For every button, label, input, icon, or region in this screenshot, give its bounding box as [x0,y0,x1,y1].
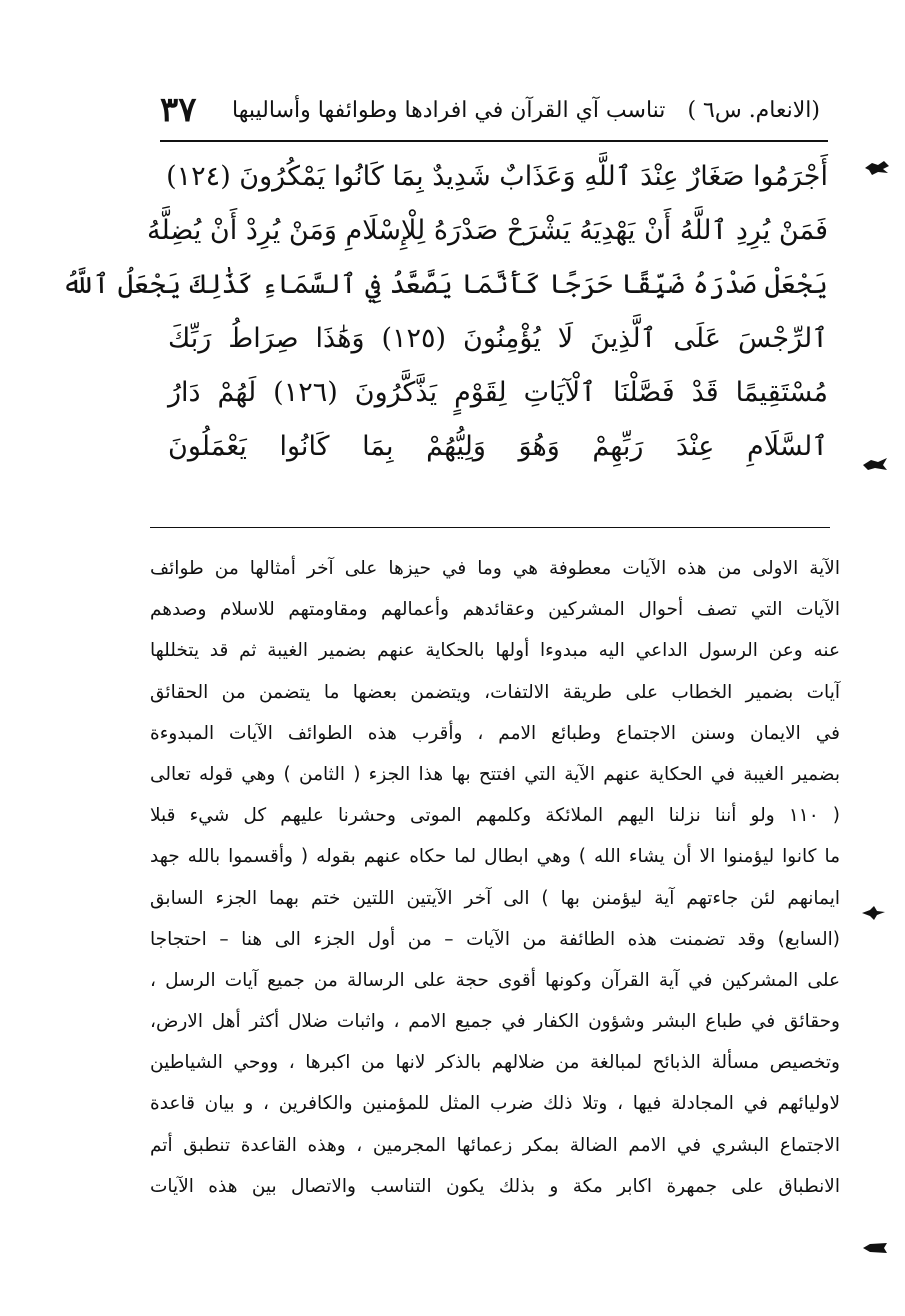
header-rule [160,140,828,142]
running-title: تناسب آي القرآن في افرادها وطوائفها وأساليبها [232,97,666,123]
margin-ink-mark [860,905,886,921]
commentary-text [150,548,840,1207]
commentary-line: لاوليائهم في المجادلة فيها ، وتلا ذلك ضرب المثل للمؤمنين والكافرين ، و بيان قاعدة [150,1093,840,1115]
verse-line: فَمَنْ يُرِدِ ٱللَّهُ أَنْ يَهْدِيَهُ يَشْرَحْ صَدْرَهُ لِلْإِسْلَامِ وَمَنْ يُرِدْ أَنْ يُضِلَّهُ [147,215,828,246]
commentary-line: ما كانوا ليؤمنوا الا أن يشاء الله ) وهي ابطال لما حكاه عنهم بقوله ( وأقسموا بالله جهد [150,846,840,868]
verse-line: مُسْتَقِيمًا قَدْ فَصَّلْنَا ٱلْآيَاتِ لِقَوْمٍ يَذَّكَّرُونَ (١٢٦) لَهُمْ دَارُ [168,377,829,408]
commentary-line: على المشركين في آية القرآن وكونها أقوى حجة على الرسالة من جميع آيات الرسل ، [150,969,840,991]
commentary-line: الآيات التي تصف أحوال المشركين وعقائدهم وأعمالهم ومقاومتهم للاسلام وصدهم [150,599,840,621]
commentary-line: بضمير الغيبة في الحكاية عنهم الآية التي افتتح بها هذا الجزء ( الثامن ) وهي قوله تعالى [150,763,840,785]
commentary-line: آيات بضمير الخطاب على طريقة الالتفات، ويتضمن بعضها ما يتضمن من الحقائق [150,681,840,703]
commentary-line: الاجتماع البشري في الامم الضالة بمكر زعمائها المجرمين ، وهذه القاعدة تنطبق أتم [150,1134,840,1156]
verse-line: ٱلرِّجْسَ عَلَى ٱلَّذِينَ لَا يُؤْمِنُونَ (١٢٥) وَهَٰذَا صِرَاطُ رَبِّكَ [168,323,828,354]
quran-verses [61,150,829,474]
commentary-line: وتخصيص مسألة الذبائح لمبالغة من ضلالهم بالذكر لانها من اكبرها ، ووحي الشياطين [150,1052,840,1074]
commentary-line: الانطباق على جمهرة اكابر مكة و بذلك يكون التناسب والاتصال بين هذه الآيات [150,1175,840,1197]
commentary-line: ايمانهم لئن جاءتهم آية ليؤمنن بها ) الى آخر الآيتين اللتين ختم بهما الجزء السابق [150,887,840,909]
commentary-line: في الايمان وسنن الاجتماع وطبائع الامم ، وأقرب هذه الطوائف الآيات المبدوءة [150,722,840,744]
commentary-line: الآية الاولى من هذه الآيات معطوفة هي وما في حيزها على آخر أمثالها من طوائف [150,558,840,579]
commentary-line: ( ١١٠ ولو أننا نزلنا اليهم الملائكة وكلمهم الموتى وحشرنا عليهم كل شيء قبلا [150,805,840,827]
section-divider [150,527,830,528]
verse-line: ٱلسَّلَامِ عِنْدَ رَبِّهِمْ وَهُوَ وَلِيُّهُمْ بِمَا كَانُوا يَعْمَلُونَ [168,431,828,462]
verse-line: يَجْعَلْ صَدْرَهُ ضَيِّقًا حَرَجًا كَأَنَّمَا يَصَّعَّدُ فِي ٱلسَّمَاءِ كَذَٰلِكَ يَجْعَلُ ٱللَّهُ [61,269,828,300]
commentary-line: عنه وعن الرسول الداعي اليه مبدوءا أولها بالحكاية عنهم بضمير الغيبة ثم قد يتخللها [150,640,840,662]
page-number: ٣٧ [160,90,197,130]
page-header [160,88,820,132]
margin-ink-mark [862,456,888,472]
commentary-line: وحقائق في طباع البشر وشؤون الكفار في جميع الامم ، واثبات ضلال أكثر أهل الارض، [150,1011,840,1033]
surah-reference: (الانعام. س٦ ) [687,97,820,123]
margin-ink-mark [864,160,890,176]
margin-ink-mark [862,1240,888,1256]
verse-line: أَجْرَمُوا صَغَارٌ عِنْدَ ٱللَّهِ وَعَذَابٌ شَدِيدٌ بِمَا كَانُوا يَمْكُرُونَ (١٢٤) [166,161,828,192]
commentary-line: (السابع) وقد تضمنت هذه الطائفة من الآيات – من أول الجزء الى هنا – احتجاجا [150,928,840,950]
